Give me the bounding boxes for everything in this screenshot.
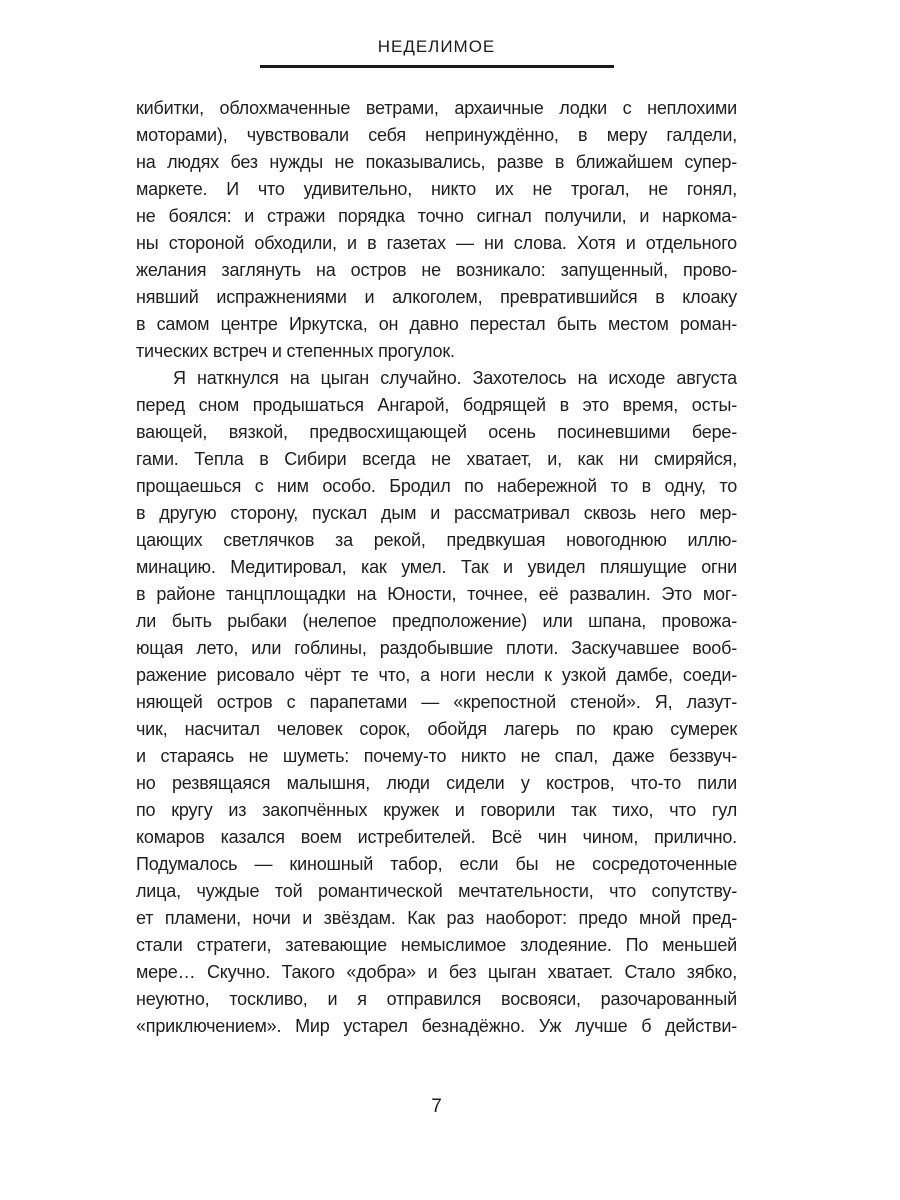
text-line: в самом центре Иркутска, он давно перестал быть местом роман- [136,314,737,334]
text-line: в районе танцплощадки на Юности, точнее, её развалин. Это мог- [136,584,737,604]
text-line: гами. Тепла в Сибири всегда не хватает, и, как ни смиряйся, [136,449,737,469]
text-line: на людях без нужды не показывались, разве в ближайшем супер- [136,152,737,172]
header-rule-divider [260,65,614,68]
text-line: ны стороной обходили, и в газетах — ни слова. Хотя и отдельного [136,233,737,253]
text-line: моторами), чувствовали себя непринуждённо, в меру галдели, [136,125,737,145]
text-line: кибитки, облохмаченные ветрами, архаичные лодки с неплохими [136,98,737,118]
text-line: перед сном продышаться Ангарой, бодрящей в это время, осты- [136,395,737,415]
body-text [136,95,737,1040]
text-line: чик, насчитал человек сорок, обойдя лагерь по краю сумерек [136,719,737,739]
text-line: неуютно, тоскливо, и я отправился восвояси, разочарованный [136,989,737,1009]
running-title: НЕДЕЛИМОЕ [377,37,496,56]
text-line: минацию. Медитировал, как умел. Так и увидел пляшущие огни [136,557,737,577]
text-line: стали стратеги, затевающие немыслимое злодеяние. По меньшей [136,935,737,955]
text-line: лица, чуждые той романтической мечтательности, что сопутству- [136,881,737,901]
text-line: ражение рисовало чёрт те что, а ноги несли к узкой дамбе, соеди- [136,665,737,685]
text-line-paragraph-end: тических встреч и степенных прогулок. [136,341,455,361]
text-line: в другую сторону, пускал дым и рассматривал сквозь него мер- [136,503,737,523]
text-line: вающей, вязкой, предвосхищающей осень посиневшими бере- [136,422,737,442]
text-line: ли быть рыбаки (нелепое предположение) или шпана, провожа- [136,611,737,631]
text-line: Подумалось — киношный табор, если бы не сосредоточенные [136,854,737,874]
text-line: маркете. И что удивительно, никто их не трогал, не гонял, [136,179,737,199]
text-line: нявший испражнениями и алкоголем, превратившийся в клоаку [136,287,737,307]
text-line: ющая лето, или гоблины, раздобывшие плоти. Заскучавшее вооб- [136,638,737,658]
text-line: мере… Скучно. Такого «добра» и без цыган хватает. Стало зябко, [136,962,737,982]
text-line: желания заглянуть на остров не возникало: запущенный, прово- [136,260,737,280]
text-line: но резвящаяся малышня, люди сидели у костров, что-то пили [136,773,737,793]
text-line: ет пламени, ночи и звёздам. Как раз наоборот: предо мной пред- [136,908,737,928]
text-line: цающих светлячков за рекой, предвкушая новогоднюю иллю- [136,530,737,550]
text-line: «приключением». Мир устарел безнадёжно. Уж лучше б действи- [136,1016,737,1036]
page-number: 7 [431,1096,442,1117]
text-line-paragraph-start: Я наткнулся на цыган случайно. Захотелось на исходе августа [173,368,737,388]
text-line: прощаешься с ним особо. Бродил по набережной то в одну, то [136,476,737,496]
text-line: по кругу из закопчённых кружек и говорили так тихо, что гул [136,800,737,820]
text-line: и стараясь не шуметь: почему-то никто не спал, даже беззвуч- [136,746,737,766]
page-header [136,36,737,68]
text-line: няющей остров с парапетами — «крепостной стеной». Я, лазут- [136,692,737,712]
text-line: комаров казался воем истребителей. Всё чин чином, прилично. [136,827,737,847]
text-line: не боялся: и стражи порядка точно сигнал получили, и наркома- [136,206,737,226]
